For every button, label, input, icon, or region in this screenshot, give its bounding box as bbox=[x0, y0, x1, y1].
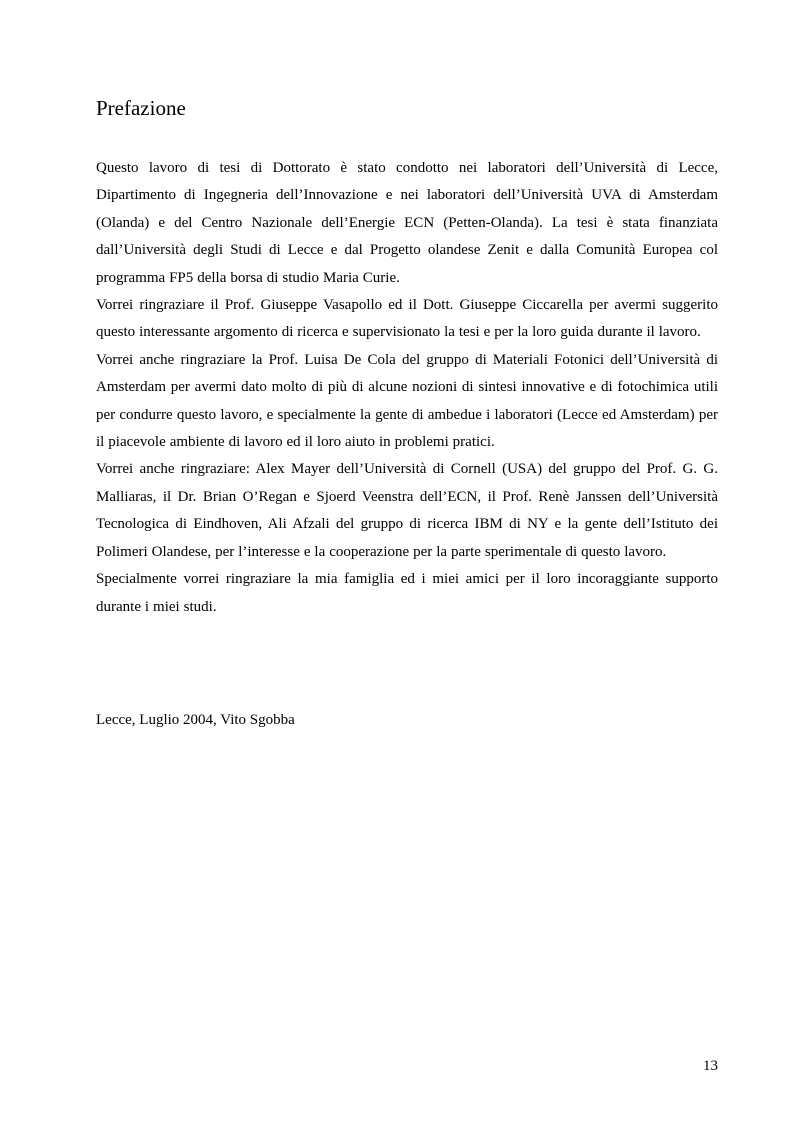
body-text bbox=[96, 155, 718, 621]
page-number: 13 bbox=[703, 1058, 718, 1074]
paragraph-thanks-collaborators: Vorrei anche ringraziare: Alex Mayer dell’Università di Cornell (USA) del gruppo del Prof. G. G. Malliaras, il Dr. Brian O’Regan e Sjoerd Veenstra dell’ECN, il Prof. Renè Janssen dell’Università Tecnologica di Eindhoven, Ali Afzali del gruppo di ricerca IBM di NY e la gente dell’Istituto dei Polimeri Olandese, per l’interesse e la cooperazione per la parte sperimentale di questo lavoro. bbox=[96, 461, 718, 560]
paragraph-research-context: Questo lavoro di tesi di Dottorato è stato condotto nei laboratori dell’Università di Lecce, Dipartimento di Ingegneria dell’Innovazione e nei laboratori dell’Università UVA di Amsterdam (Olanda) e del Centro Nazionale dell’Energie ECN (Petten-Olanda). La tesi è stata finanziata dall’Università degli Studi di Lecce e dal Progetto olandese Zenit e dalla Comunità Europea col programma FP5 della borsa di studio Maria Curie. bbox=[96, 160, 718, 286]
page-title: Prefazione bbox=[96, 96, 186, 120]
paragraph-thanks-supervisors: Vorrei ringraziare il Prof. Giuseppe Vasapollo ed il Dott. Giuseppe Ciccarella per avermi suggerito questo interessante argomento di ricerca e supervisionato la tesi e per la loro guida durante il lavoro. bbox=[96, 297, 718, 341]
paragraph-thanks-family: Specialmente vorrei ringraziare la mia famiglia ed i miei amici per il loro incoraggiante supporto durante i miei studi. bbox=[96, 571, 718, 615]
signature: Lecce, Luglio 2004, Vito Sgobba bbox=[96, 712, 295, 728]
paragraph-thanks-amsterdam: Vorrei anche ringraziare la Prof. Luisa De Cola del gruppo di Materiali Fotonici dell’Università di Amsterdam per avermi dato molto di più di alcune nozioni di sintesi innovative e di fotochimica utili per condurre questo lavoro, e specialmente la gente di ambedue i laboratori (Lecce ed Amsterdam) per il piacevole ambiente di lavoro ed il loro aiuto in problemi pratici. bbox=[96, 351, 718, 451]
